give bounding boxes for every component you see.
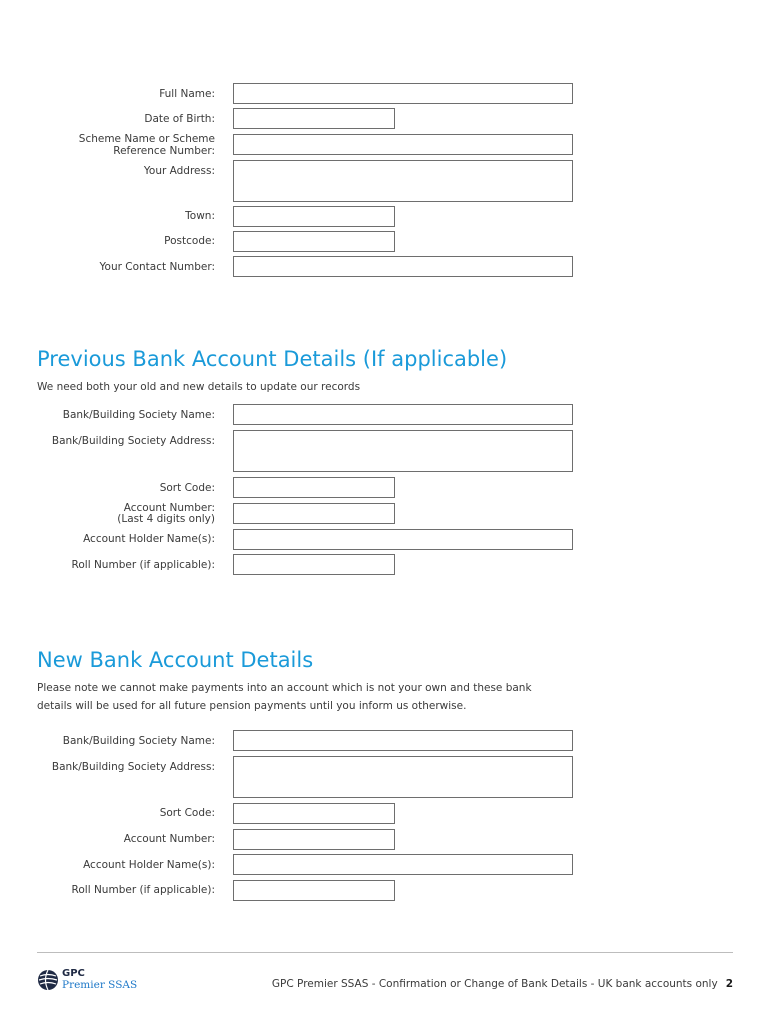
logo-text-gpc: GPC bbox=[62, 968, 85, 979]
prev-account-number-field[interactable] bbox=[233, 503, 395, 524]
footer bbox=[272, 978, 733, 990]
page-number: 2 bbox=[725, 978, 733, 990]
new-bank-name-label: Bank/Building Society Name: bbox=[62, 735, 215, 747]
scheme-label-line2: Reference Number: bbox=[113, 145, 215, 157]
contact-number-field[interactable] bbox=[233, 256, 573, 277]
scheme-label-line1: Scheme Name or Scheme bbox=[78, 133, 215, 145]
prev-holder-field[interactable] bbox=[233, 529, 573, 550]
footer-title: GPC Premier SSAS - Confirmation or Change of Bank Details - UK bank accounts only bbox=[271, 978, 718, 990]
date-of-birth-field[interactable] bbox=[233, 108, 395, 129]
prev-account-label-line2: (Last 4 digits only) bbox=[117, 513, 215, 525]
previous-bank-note: We need both your old and new details to update our records bbox=[37, 381, 361, 393]
prev-holder-label: Account Holder Name(s): bbox=[83, 533, 215, 545]
town-field[interactable] bbox=[233, 206, 395, 227]
prev-bank-name-field[interactable] bbox=[233, 404, 573, 425]
logo-text-premier: Premier SSAS bbox=[62, 979, 138, 991]
postcode-field[interactable] bbox=[233, 231, 395, 252]
new-roll-field[interactable] bbox=[233, 880, 395, 901]
date-of-birth-label: Date of Birth: bbox=[144, 113, 215, 125]
new-sort-code-field[interactable] bbox=[233, 803, 395, 824]
new-holder-field[interactable] bbox=[233, 854, 573, 875]
prev-account-label-line1: Account Number: bbox=[123, 502, 215, 514]
new-bank-heading: New Bank Account Details bbox=[37, 648, 314, 672]
full-name-label: Full Name: bbox=[159, 88, 215, 100]
prev-bank-name-label: Bank/Building Society Name: bbox=[62, 409, 215, 421]
new-roll-label: Roll Number (if applicable): bbox=[71, 884, 215, 896]
new-bank-address-label: Bank/Building Society Address: bbox=[51, 761, 215, 773]
previous-bank-heading: Previous Bank Account Details (If applicable) bbox=[37, 347, 508, 371]
prev-sort-code-label: Sort Code: bbox=[159, 482, 215, 494]
prev-roll-label: Roll Number (if applicable): bbox=[71, 559, 215, 571]
footer-divider bbox=[37, 952, 733, 953]
new-sort-code-label: Sort Code: bbox=[159, 807, 215, 819]
postcode-label: Postcode: bbox=[164, 235, 215, 247]
prev-roll-field[interactable] bbox=[233, 554, 395, 575]
contact-number-label: Your Contact Number: bbox=[99, 261, 215, 273]
new-account-label: Account Number: bbox=[123, 833, 215, 845]
new-bank-note-line1: Please note we cannot make payments into an account which is not your own and these bank bbox=[37, 682, 532, 694]
new-holder-label: Account Holder Name(s): bbox=[83, 859, 215, 871]
globe-icon bbox=[37, 969, 59, 991]
scheme-reference-field[interactable] bbox=[233, 134, 573, 155]
full-name-field[interactable] bbox=[233, 83, 573, 104]
address-label: Your Address: bbox=[143, 165, 215, 177]
prev-bank-address-label: Bank/Building Society Address: bbox=[51, 435, 215, 447]
prev-bank-address-field[interactable] bbox=[233, 430, 573, 472]
prev-sort-code-field[interactable] bbox=[233, 477, 395, 498]
town-label: Town: bbox=[185, 210, 215, 222]
new-bank-address-field[interactable] bbox=[233, 756, 573, 798]
address-field[interactable] bbox=[233, 160, 573, 202]
new-bank-name-field[interactable] bbox=[233, 730, 573, 751]
new-account-number-field[interactable] bbox=[233, 829, 395, 850]
new-bank-note-line2: details will be used for all future pension payments until you inform us otherwise. bbox=[37, 700, 467, 712]
